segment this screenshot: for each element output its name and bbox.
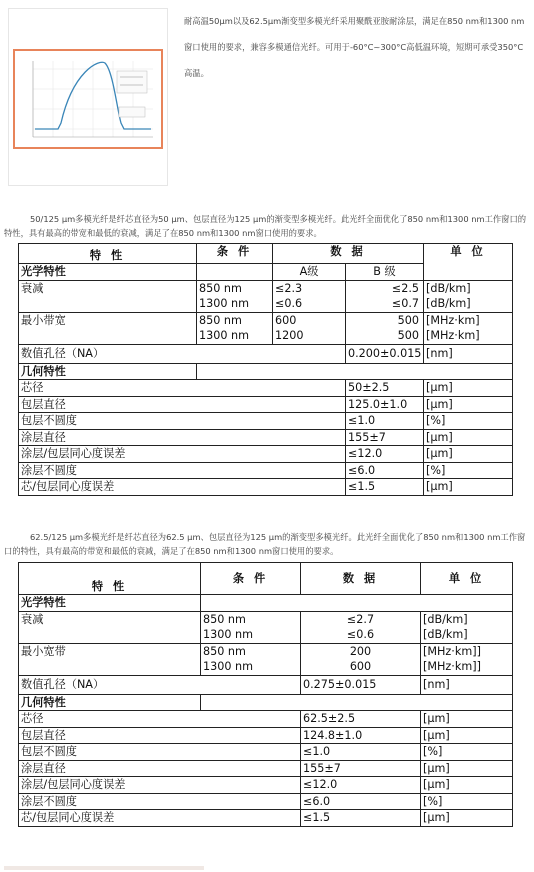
- cond-1300: 1300 nm: [199, 297, 250, 310]
- table-row: [19, 396, 513, 413]
- geometry-unit: [μm]: [421, 727, 513, 744]
- unit: [dB/km]: [423, 628, 468, 641]
- table2-intro: [4, 530, 530, 558]
- cond-850: 850 nm: [203, 644, 246, 658]
- geometry-unit: [%]: [424, 413, 513, 430]
- geometry-unit: [μm]: [421, 810, 513, 827]
- chart-frame: [14, 50, 162, 148]
- table-row: [19, 413, 513, 430]
- geometry-unit: [μm]: [421, 760, 513, 777]
- geometry-value: ≤12.0: [346, 446, 424, 463]
- na-value: 0.275±0.015: [301, 675, 421, 694]
- geometry-unit: [μm]: [421, 777, 513, 794]
- table-row: [19, 479, 513, 496]
- header-data: 数 据: [273, 244, 424, 264]
- na-label: 数值孔径（NA）: [19, 344, 346, 363]
- table-row: [19, 446, 513, 463]
- geometry-label: 包层直径: [19, 396, 346, 413]
- attenuation-unit: [421, 611, 513, 643]
- na-unit: [nm]: [421, 675, 513, 694]
- geometry-value: ≤6.0: [301, 793, 421, 810]
- chart-legend-box: [119, 107, 145, 117]
- refractive-index-chart: [13, 49, 163, 149]
- geometry-label: 涂层直径: [19, 429, 346, 446]
- product-image[interactable]: [8, 8, 168, 186]
- geometry-value: 50±2.5: [346, 380, 424, 397]
- geometry-value: 155±7: [346, 429, 424, 446]
- table-row: [19, 727, 513, 744]
- bandwidth-b: [346, 312, 424, 344]
- grade-a-label: A级: [273, 264, 346, 281]
- attenuation-values: [301, 611, 421, 643]
- empty-cell: [201, 694, 513, 711]
- section-optical: 光学特性: [19, 595, 201, 612]
- geometry-unit: [μm]: [424, 429, 513, 446]
- geometry-value: 62.5±2.5: [301, 711, 421, 728]
- table2-intro-text: 62.5/125 μm多模光纤是纤芯直径为62.5 μm、包层直径为125 μm的渐变型多模光纤。此光纤全面优化了850 nm和1300 nm工作窗口的特性，具有最高的带宽和最低的衰减，满足了在850 nm和1300 nm窗口使用的要求。: [4, 532, 526, 556]
- section-geometry: 几何特性: [19, 694, 201, 711]
- geometry-value: 124.8±1.0: [301, 727, 421, 744]
- geometry-unit: [μm]: [424, 380, 513, 397]
- section-optical: 光学特性: [19, 264, 197, 281]
- header-unit: 单 位: [424, 244, 513, 281]
- table-row: [19, 744, 513, 761]
- cond-1300: 1300 nm: [203, 660, 254, 673]
- geometry-value: ≤1.5: [301, 810, 421, 827]
- cond-850: 850 nm: [199, 313, 242, 327]
- table-row: [19, 462, 513, 479]
- section-geometry: 几何特性: [19, 363, 197, 380]
- geometry-value: ≤1.5: [346, 479, 424, 496]
- empty-cell: [201, 595, 513, 612]
- header-unit: 单 位: [421, 563, 513, 595]
- value: 600: [275, 313, 297, 327]
- value: ≤2.3: [275, 281, 303, 295]
- unit: [MHz·km]: [426, 313, 480, 327]
- product-description: 耐高温50μm以及62.5μm渐变型多模光纤采用聚酰亚胺耐涂层，满足在850 nm和1300 nm窗口使用的要求，兼容多模通信光纤。可用于-60°C~300°C高低温环境，短期可承受350°C高温。: [184, 16, 525, 78]
- empty-cell: [197, 363, 513, 380]
- bandwidth-label: 最小宽带: [19, 643, 201, 675]
- unit: [MHz·km]]: [423, 660, 481, 673]
- geometry-unit: [μm]: [424, 396, 513, 413]
- geometry-value: ≤12.0: [301, 777, 421, 794]
- geometry-value: 155±7: [301, 760, 421, 777]
- geometry-unit: [μm]: [421, 711, 513, 728]
- geometry-label: 包层直径: [19, 727, 301, 744]
- table-row: [19, 760, 513, 777]
- cond-850: 850 nm: [203, 612, 246, 626]
- geometry-label: 包层不圆度: [19, 413, 346, 430]
- geometry-value: ≤6.0: [346, 462, 424, 479]
- cond-850: 850 nm: [199, 281, 242, 295]
- value: ≤2.5: [391, 281, 419, 295]
- spec-table-50um: [18, 243, 513, 496]
- chart-legend-box: [117, 71, 147, 93]
- attenuation-unit: [424, 280, 513, 312]
- bandwidth-values: [301, 643, 421, 675]
- value: ≤0.7: [391, 297, 419, 310]
- na-unit: [nm]: [424, 344, 513, 363]
- bandwidth-a: [273, 312, 346, 344]
- value: ≤0.6: [275, 297, 303, 310]
- attenuation-conditions: [197, 280, 273, 312]
- geometry-value: ≤1.0: [346, 413, 424, 430]
- table-row: [19, 380, 513, 397]
- value: 500: [397, 313, 419, 327]
- unit: [MHz·km]]: [423, 644, 481, 658]
- attenuation-label: 衰减: [19, 611, 201, 643]
- table1-intro: [4, 212, 530, 240]
- bandwidth-conditions: [197, 312, 273, 344]
- spec-table-62-5um: [18, 562, 513, 827]
- value: ≤0.6: [346, 628, 375, 641]
- geometry-label: 涂层不圆度: [19, 793, 301, 810]
- geometry-label: 包层不圆度: [19, 744, 301, 761]
- attenuation-a: [273, 280, 346, 312]
- na-value: 0.200±0.015: [346, 344, 424, 363]
- geometry-unit: [%]: [424, 462, 513, 479]
- unit: [MHz·km]: [426, 329, 480, 342]
- geometry-label: 芯径: [19, 380, 346, 397]
- value: 200: [349, 644, 372, 658]
- geometry-label: 芯径: [19, 711, 301, 728]
- geometry-label: 涂层不圆度: [19, 462, 346, 479]
- header-property: 特 性: [19, 244, 197, 264]
- geometry-label: 芯/包层同心度误差: [19, 810, 301, 827]
- empty-cell: [197, 264, 273, 281]
- value: ≤2.7: [346, 612, 375, 626]
- geometry-label: 涂层/包层同心度误差: [19, 777, 301, 794]
- table-row: [19, 810, 513, 827]
- unit: [dB/km]: [426, 281, 471, 295]
- attenuation-b: [346, 280, 424, 312]
- value: 500: [397, 329, 419, 342]
- geometry-unit: [μm]: [424, 446, 513, 463]
- attenuation-conditions: [201, 611, 301, 643]
- value: 1200: [275, 329, 304, 342]
- table-row: [19, 777, 513, 794]
- bandwidth-unit: [424, 312, 513, 344]
- geometry-value: 125.0±1.0: [346, 396, 424, 413]
- table1-intro-text: 50/125 μm多模光纤是纤芯直径为50 μm、包层直径为125 μm的渐变型多模光纤。此光纤全面优化了850 nm和1300 nm工作窗口的特性，具有最高的带宽和最低的衰减，满足了在850 nm和1300 nm窗口使用的要求。: [4, 214, 527, 238]
- geometry-label: 涂层/包层同心度误差: [19, 446, 346, 463]
- geometry-label: 芯/包层同心度误差: [19, 479, 346, 496]
- geometry-label: 涂层直径: [19, 760, 301, 777]
- geometry-unit: [μm]: [424, 479, 513, 496]
- bandwidth-unit: [421, 643, 513, 675]
- header-condition: 条 件: [197, 244, 273, 264]
- value: 600: [349, 660, 372, 673]
- header-condition: 条 件: [201, 563, 301, 595]
- cond-1300: 1300 nm: [199, 329, 250, 342]
- table-row: [19, 793, 513, 810]
- table-row: [19, 429, 513, 446]
- bottom-divider: [4, 866, 204, 870]
- unit: [dB/km]: [426, 297, 471, 310]
- na-label: 数值孔径（NA）: [19, 675, 301, 694]
- geometry-value: ≤1.0: [301, 744, 421, 761]
- bandwidth-label: 最小带宽: [19, 312, 197, 344]
- grade-b-label: B 级: [346, 264, 424, 281]
- attenuation-label: 衰减: [19, 280, 197, 312]
- cond-1300: 1300 nm: [203, 628, 254, 641]
- unit: [dB/km]: [423, 612, 468, 626]
- table-row: [19, 711, 513, 728]
- geometry-unit: [%]: [421, 744, 513, 761]
- geometry-unit: [%]: [421, 793, 513, 810]
- bandwidth-conditions: [201, 643, 301, 675]
- header-data: 数 据: [301, 563, 421, 595]
- header-property: 特 性: [19, 563, 201, 595]
